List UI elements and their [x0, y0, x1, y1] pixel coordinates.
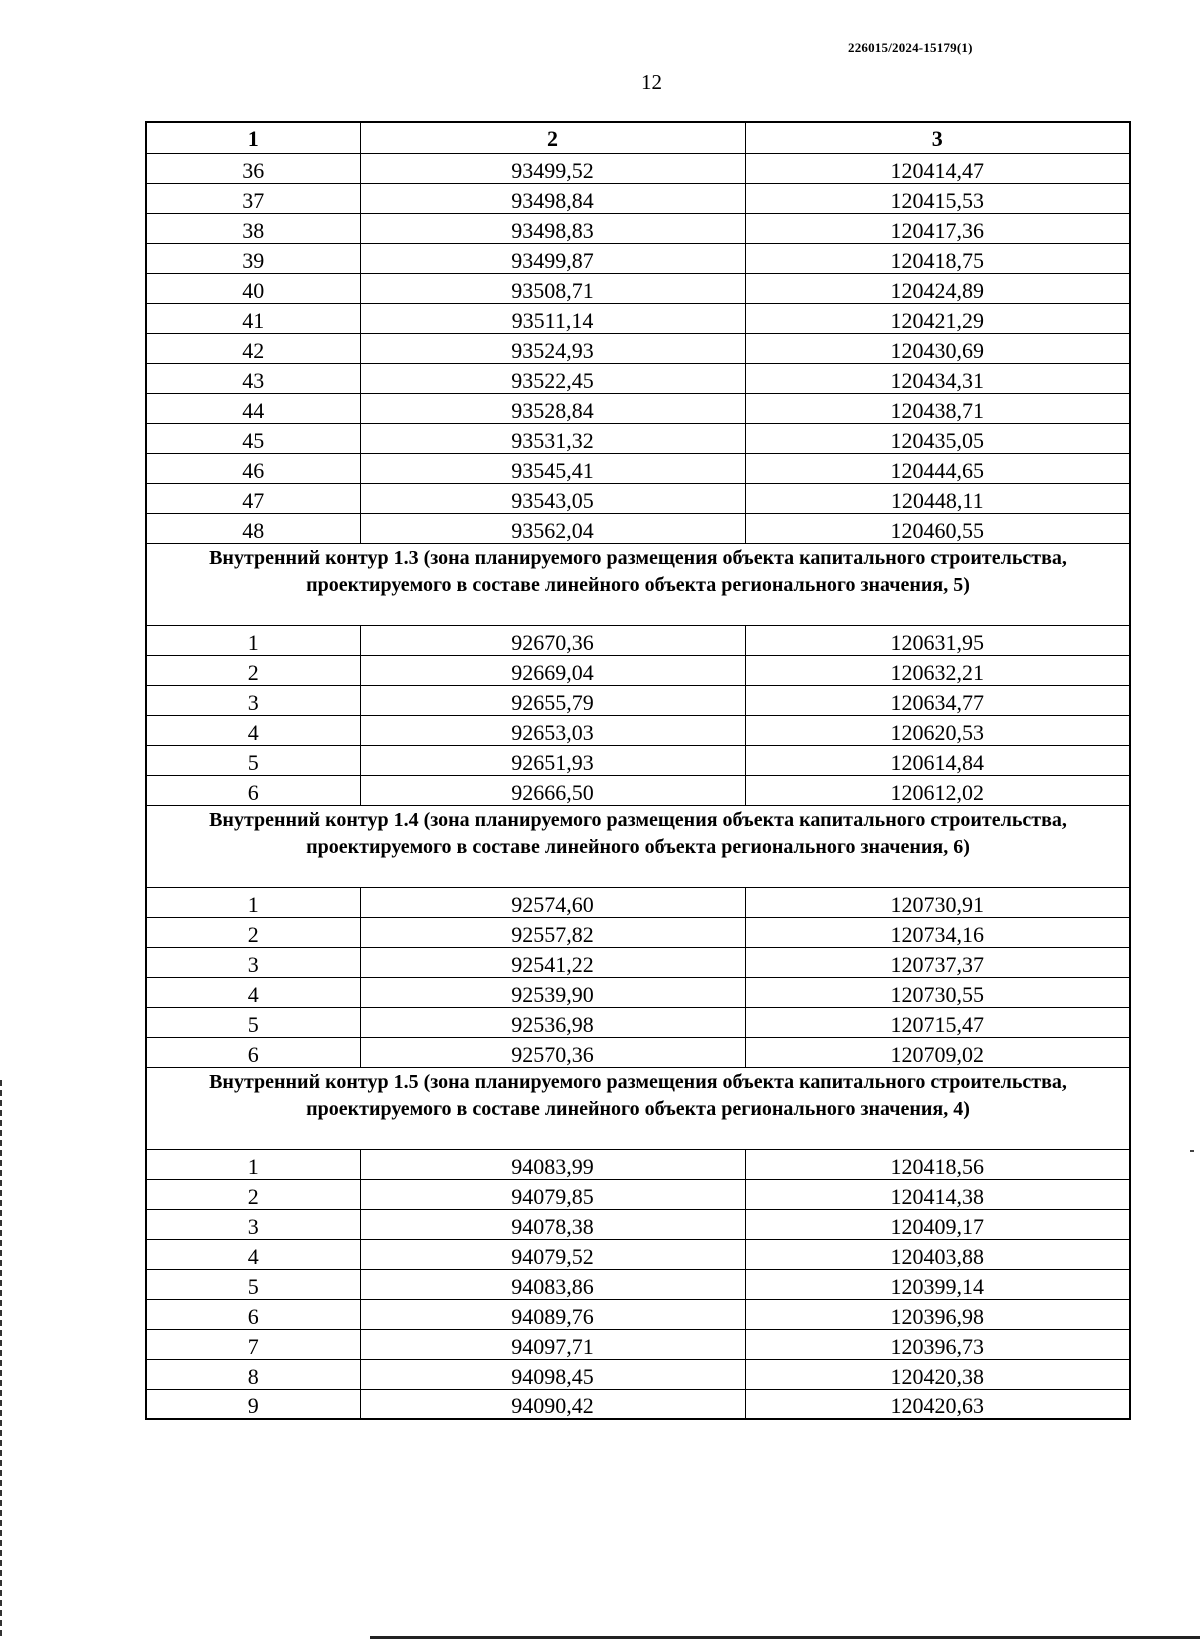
- point-number: 6: [146, 1299, 360, 1329]
- y-coordinate: 120434,31: [745, 363, 1130, 393]
- table-row: [146, 977, 1130, 1007]
- section-title-row: [146, 1067, 1130, 1149]
- x-coordinate: 92557,82: [360, 917, 745, 947]
- table-row: [146, 917, 1130, 947]
- column-header-1: 1: [146, 122, 360, 153]
- y-coordinate: 120438,71: [745, 393, 1130, 423]
- x-coordinate: 94078,38: [360, 1209, 745, 1239]
- point-number: 38: [146, 213, 360, 243]
- x-coordinate: 94079,85: [360, 1179, 745, 1209]
- y-coordinate: 120396,98: [745, 1299, 1130, 1329]
- point-number: 41: [146, 303, 360, 333]
- table-row: [146, 153, 1130, 183]
- table-row: [146, 393, 1130, 423]
- x-coordinate: 93543,05: [360, 483, 745, 513]
- point-number: 2: [146, 1179, 360, 1209]
- x-coordinate: 92655,79: [360, 685, 745, 715]
- point-number: 36: [146, 153, 360, 183]
- x-coordinate: 93524,93: [360, 333, 745, 363]
- table-row: [146, 243, 1130, 273]
- y-coordinate: 120409,17: [745, 1209, 1130, 1239]
- y-coordinate: 120737,37: [745, 947, 1130, 977]
- point-number: 4: [146, 977, 360, 1007]
- point-number: 2: [146, 917, 360, 947]
- point-number: 46: [146, 453, 360, 483]
- x-coordinate: 94089,76: [360, 1299, 745, 1329]
- y-coordinate: 120734,16: [745, 917, 1130, 947]
- y-coordinate: 120709,02: [745, 1037, 1130, 1067]
- x-coordinate: 92666,50: [360, 775, 745, 805]
- y-coordinate: 120430,69: [745, 333, 1130, 363]
- table-row: [146, 775, 1130, 805]
- point-number: 6: [146, 775, 360, 805]
- x-coordinate: 94079,52: [360, 1239, 745, 1269]
- table-row: [146, 1269, 1130, 1299]
- scan-right-mark: [1190, 1150, 1194, 1152]
- table-body: [146, 153, 1130, 1419]
- point-number: 48: [146, 513, 360, 543]
- table-row: [146, 303, 1130, 333]
- x-coordinate: 92536,98: [360, 1007, 745, 1037]
- y-coordinate: 120418,56: [745, 1149, 1130, 1179]
- coordinates-table: [145, 121, 1131, 1420]
- table-row: [146, 453, 1130, 483]
- y-coordinate: 120460,55: [745, 513, 1130, 543]
- table-row: [146, 363, 1130, 393]
- table-row: [146, 1037, 1130, 1067]
- y-coordinate: 120435,05: [745, 423, 1130, 453]
- y-coordinate: 120634,77: [745, 685, 1130, 715]
- y-coordinate: 120730,91: [745, 887, 1130, 917]
- section-title: Внутренний контур 1.4 (зона планируемого размещения объекта капитального строительства, проектируемого в составе линейного объекта регионального значения, 6): [146, 805, 1130, 887]
- table-row: [146, 625, 1130, 655]
- table-row: [146, 483, 1130, 513]
- x-coordinate: 94083,86: [360, 1269, 745, 1299]
- point-number: 5: [146, 1269, 360, 1299]
- point-number: 3: [146, 947, 360, 977]
- table-row: [146, 1179, 1130, 1209]
- x-coordinate: 92541,22: [360, 947, 745, 977]
- point-number: 39: [146, 243, 360, 273]
- table-row: [146, 1389, 1130, 1419]
- table-row: [146, 1209, 1130, 1239]
- point-number: 8: [146, 1359, 360, 1389]
- table-row: [146, 887, 1130, 917]
- y-coordinate: 120421,29: [745, 303, 1130, 333]
- x-coordinate: 93498,84: [360, 183, 745, 213]
- y-coordinate: 120614,84: [745, 745, 1130, 775]
- x-coordinate: 93499,52: [360, 153, 745, 183]
- point-number: 47: [146, 483, 360, 513]
- y-coordinate: 120612,02: [745, 775, 1130, 805]
- table-row: [146, 1299, 1130, 1329]
- x-coordinate: 93562,04: [360, 513, 745, 543]
- x-coordinate: 94083,99: [360, 1149, 745, 1179]
- table-row: [146, 213, 1130, 243]
- table-row: [146, 947, 1130, 977]
- x-coordinate: 93545,41: [360, 453, 745, 483]
- y-coordinate: 120620,53: [745, 715, 1130, 745]
- point-number: 2: [146, 655, 360, 685]
- x-coordinate: 92669,04: [360, 655, 745, 685]
- section-title: Внутренний контур 1.3 (зона планируемого размещения объекта капитального строительства, проектируемого в составе линейного объекта регионального значения, 5): [146, 543, 1130, 625]
- point-number: 45: [146, 423, 360, 453]
- table-row: [146, 1239, 1130, 1269]
- x-coordinate: 93528,84: [360, 393, 745, 423]
- x-coordinate: 92653,03: [360, 715, 745, 745]
- x-coordinate: 92570,36: [360, 1037, 745, 1067]
- point-number: 37: [146, 183, 360, 213]
- point-number: 6: [146, 1037, 360, 1067]
- y-coordinate: 120414,47: [745, 153, 1130, 183]
- table-row: [146, 655, 1130, 685]
- page-number: 12: [641, 70, 662, 94]
- y-coordinate: 120424,89: [745, 273, 1130, 303]
- point-number: 3: [146, 1209, 360, 1239]
- point-number: 5: [146, 745, 360, 775]
- y-coordinate: 120444,65: [745, 453, 1130, 483]
- point-number: 1: [146, 1149, 360, 1179]
- y-coordinate: 120396,73: [745, 1329, 1130, 1359]
- y-coordinate: 120631,95: [745, 625, 1130, 655]
- table-row: [146, 1149, 1130, 1179]
- table-row: [146, 333, 1130, 363]
- y-coordinate: 120403,88: [745, 1239, 1130, 1269]
- x-coordinate: 92651,93: [360, 745, 745, 775]
- point-number: 1: [146, 625, 360, 655]
- scan-left-edge: [0, 1080, 2, 1640]
- x-coordinate: 93531,32: [360, 423, 745, 453]
- x-coordinate: 94098,45: [360, 1359, 745, 1389]
- table-row: [146, 513, 1130, 543]
- x-coordinate: 93522,45: [360, 363, 745, 393]
- point-number: 42: [146, 333, 360, 363]
- y-coordinate: 120399,14: [745, 1269, 1130, 1299]
- point-number: 5: [146, 1007, 360, 1037]
- table-row: [146, 1329, 1130, 1359]
- section-title: Внутренний контур 1.5 (зона планируемого размещения объекта капитального строительства, проектируемого в составе линейного объекта регионального значения, 4): [146, 1067, 1130, 1149]
- column-header-3: 3: [745, 122, 1130, 153]
- x-coordinate: 93508,71: [360, 273, 745, 303]
- section-title-row: [146, 805, 1130, 887]
- table-row: [146, 183, 1130, 213]
- x-coordinate: 92670,36: [360, 625, 745, 655]
- table-row: [146, 1007, 1130, 1037]
- y-coordinate: 120730,55: [745, 977, 1130, 1007]
- point-number: 9: [146, 1389, 360, 1419]
- section-title-row: [146, 543, 1130, 625]
- x-coordinate: 93498,83: [360, 213, 745, 243]
- document-id: 226015/2024-15179(1): [848, 40, 973, 55]
- x-coordinate: 92574,60: [360, 887, 745, 917]
- point-number: 1: [146, 887, 360, 917]
- table-header-row: [146, 122, 1130, 153]
- x-coordinate: 92539,90: [360, 977, 745, 1007]
- table-row: [146, 745, 1130, 775]
- x-coordinate: 93511,14: [360, 303, 745, 333]
- table-row: [146, 1359, 1130, 1389]
- y-coordinate: 120420,63: [745, 1389, 1130, 1419]
- table-row: [146, 715, 1130, 745]
- y-coordinate: 120418,75: [745, 243, 1130, 273]
- point-number: 4: [146, 1239, 360, 1269]
- y-coordinate: 120715,47: [745, 1007, 1130, 1037]
- x-coordinate: 94097,71: [360, 1329, 745, 1359]
- y-coordinate: 120414,38: [745, 1179, 1130, 1209]
- table-row: [146, 273, 1130, 303]
- y-coordinate: 120632,21: [745, 655, 1130, 685]
- y-coordinate: 120415,53: [745, 183, 1130, 213]
- column-header-2: 2: [360, 122, 745, 153]
- x-coordinate: 94090,42: [360, 1389, 745, 1419]
- point-number: 44: [146, 393, 360, 423]
- y-coordinate: 120417,36: [745, 213, 1130, 243]
- x-coordinate: 93499,87: [360, 243, 745, 273]
- point-number: 40: [146, 273, 360, 303]
- table-row: [146, 685, 1130, 715]
- y-coordinate: 120448,11: [745, 483, 1130, 513]
- point-number: 4: [146, 715, 360, 745]
- point-number: 43: [146, 363, 360, 393]
- table-row: [146, 423, 1130, 453]
- point-number: 3: [146, 685, 360, 715]
- point-number: 7: [146, 1329, 360, 1359]
- y-coordinate: 120420,38: [745, 1359, 1130, 1389]
